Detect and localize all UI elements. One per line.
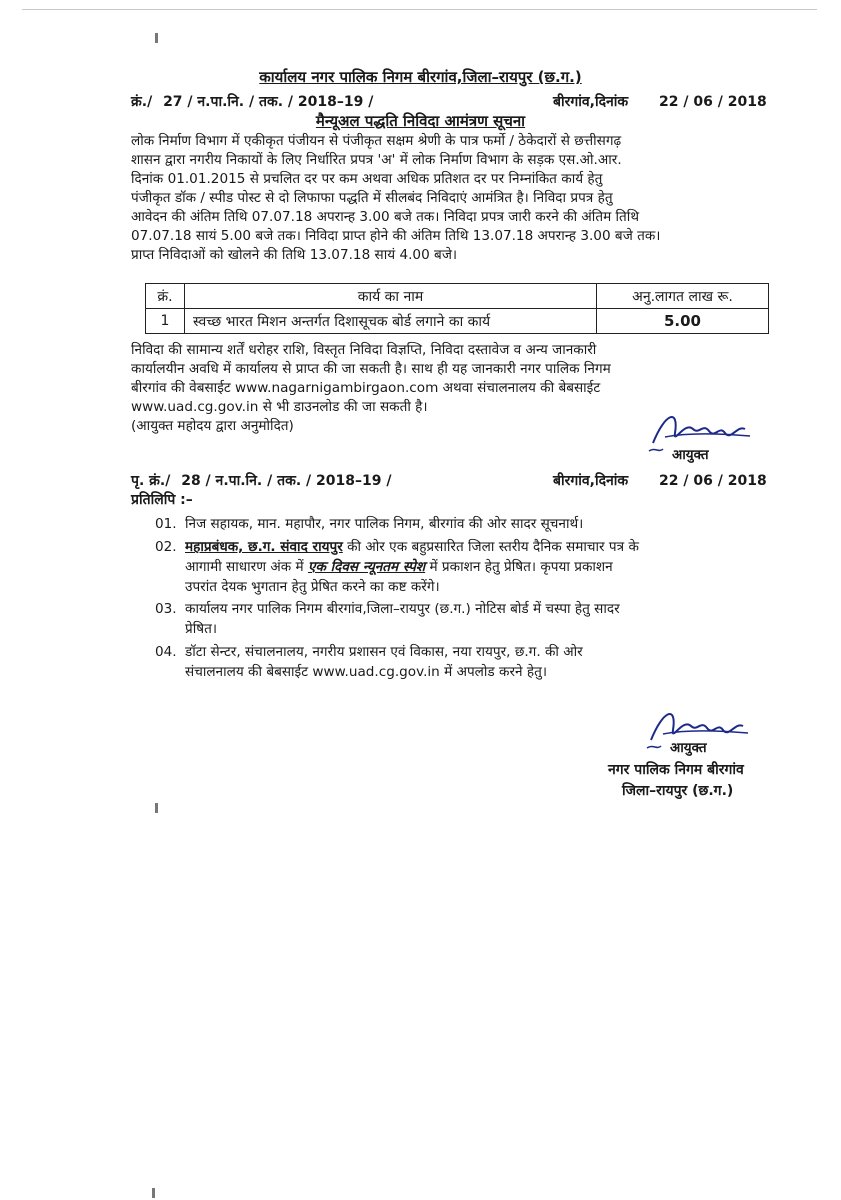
body-line: शासन द्वारा नगरीय निकायों के लिए निर्धारित प्रपत्र 'अ' में लोक निर्माण विभाग के सड़क एस.ओ.आर. xyxy=(131,152,622,168)
col-header-work-name: कार्य का नाम xyxy=(185,284,597,309)
copy-label: प्रतिलिपि :– xyxy=(131,492,193,508)
scan-edge-line xyxy=(22,9,817,10)
signatory-title: आयुक्त xyxy=(670,740,707,756)
approval-note: (आयुक्त महोदय द्वारा अनुमोदित) xyxy=(131,418,294,434)
copy-item-number: 02. xyxy=(155,539,177,555)
copy-item-text: उपरांत देयक भुगतान हेतु प्रेषित करने का कष्ट करेंगे। xyxy=(185,579,440,595)
copy-item xyxy=(155,514,787,534)
table-header-row xyxy=(146,284,769,309)
body-line: 07.07.18 सायं 5.00 बजे तक। निविदा प्राप्त होने की अंतिम तिथि 13.07.18 अपरान्ह 3.00 बजे तक। xyxy=(131,228,661,244)
copy-item xyxy=(155,537,787,597)
copy-item-text: की ओर एक बहुप्रसारित जिला स्तरीय दैनिक समाचार पत्र के xyxy=(342,539,639,555)
copy-date: 22 / 06 / 2018 xyxy=(659,473,767,489)
body-line: पंजीकृत डॉक / स्पीड पोस्ट से दो लिफाफा पद्धति में सीलबंद निविदाएं आमंत्रित है। निविदा प्रपत्र हेतु xyxy=(131,190,613,206)
copy-item-number: 01. xyxy=(155,516,177,532)
body-line: लोक निर्माण विभाग में एकीकृत पंजीयन से पंजीकृत सक्षम श्रेणी के पात्र फर्मो / ठेकेदारों से छत्तीसगढ़ xyxy=(131,133,622,149)
cell-sn: 1 xyxy=(146,309,185,334)
copy-item-text: डॉटा सेन्टर, संचालनालय, नगरीय प्रशासन एवं विकास, नया रायपुर, छ.ग. की ओर xyxy=(185,644,583,660)
cell-work-name: स्वच्छ भारत मिशन अन्तर्गत दिशासूचक बोर्ड लगाने का कार्य xyxy=(185,309,597,334)
recipient-name: महाप्रबंधक, छ.ग. संवाद रायपुर xyxy=(185,539,343,555)
table-row xyxy=(146,309,769,334)
reference-line xyxy=(131,92,373,111)
copy-item xyxy=(155,642,787,682)
copy-item-text: संचालनालय की बेबसाईट www.uad.cg.gov.in में अपलोड करने हेतु। xyxy=(185,664,547,680)
place-date xyxy=(553,92,767,111)
scan-speck xyxy=(155,33,158,43)
copy-ref-label: पृ. क्रं./ xyxy=(131,473,171,489)
copy-place-date xyxy=(553,471,767,490)
issue-date: 22 / 06 / 2018 xyxy=(659,94,767,110)
body-line: प्राप्त निविदाओं को खोलने की तिथि 13.07.18 सायं 4.00 बजे। xyxy=(131,247,458,263)
copy-item xyxy=(155,599,787,639)
scan-speck xyxy=(155,803,158,813)
ref-label: क्रं./ xyxy=(131,94,153,110)
copy-item-text: में प्रकाशन हेतु प्रेषित। कृपया प्रकाशन xyxy=(425,559,613,575)
conditions-line: कार्यालयीन अवधि में कार्यालय से प्राप्त की जा सकती है। साथ ही यह जानकारी नगर पालिक निगम xyxy=(131,361,611,377)
copy-item-number: 03. xyxy=(155,601,177,617)
body-line: दिनांक 01.01.2015 से प्रचलित दर पर कम अथवा अधिक प्रतिशत दर पर निम्नांकित कार्य हेतु xyxy=(131,171,603,187)
conditions-line: बीरगांव की वेबसाईट www.nagarnigambirgaon.com अथवा संचालनालय की बेबसाईट xyxy=(131,380,601,396)
copy-item-text: प्रेषित। xyxy=(185,621,218,637)
cell-cost: 5.00 xyxy=(597,309,769,334)
copy-item-text: निज सहायक, मान. महापौर, नगर पालिक निगम, बीरगांव की ओर सादर सूचनार्थ। xyxy=(185,516,584,532)
signatory-district: जिला–रायपुर (छ.ग.) xyxy=(622,783,734,799)
copy-item-number: 04. xyxy=(155,644,177,660)
copy-item-text: आगामी साधारण अंक में xyxy=(185,559,308,575)
office-title: कार्यालय नगर पालिक निगम बीरगांव,जिला–रायपुर (छ.ग.) xyxy=(259,68,582,86)
emphasis-text: एक दिवस न्यूनतम स्पेश xyxy=(307,559,426,575)
place-date-label: बीरगांव,दिनांक xyxy=(553,94,629,110)
signatory-office: नगर पालिक निगम बीरगांव xyxy=(608,762,744,778)
copy-ref-number: 28 / न.पा.नि. / तक. / 2018–19 / xyxy=(181,473,392,489)
conditions-line: www.uad.cg.gov.in से भी डाउनलोड की जा सकती है। xyxy=(131,399,428,415)
col-header-sn: क्रं. xyxy=(146,284,185,309)
col-header-cost: अनु.लागत लाख रू. xyxy=(597,284,769,309)
copy-reference-line xyxy=(131,471,391,490)
ref-number: 27 / न.पा.नि. / तक. / 2018–19 / xyxy=(163,94,374,110)
notice-body xyxy=(131,132,787,265)
conditions-line: निविदा की सामान्य शर्तें धरोहर राशि, विस्तृत निविदा विज्ञप्ति, निविदा दस्तावेज व अन्य जानकारी xyxy=(131,342,597,358)
scan-speck xyxy=(152,1188,155,1198)
body-line: आवेदन की अंतिम तिथि 07.07.18 अपरान्ह 3.00 बजे तक। निविदा प्रपत्र जारी करने की अंतिम तिथि xyxy=(131,209,640,225)
copy-place-date-label: बीरगांव,दिनांक xyxy=(553,473,629,489)
signatory-title: आयुक्त xyxy=(672,447,709,463)
notice-title: मैन्यूअल पद्धति निविदा आमंत्रण सूचना xyxy=(315,112,526,130)
copy-item-text: कार्यालय नगर पालिक निगम बीरगांव,जिला–रायपुर (छ.ग.) नोटिस बोर्ड में चस्पा हेतु सादर xyxy=(185,601,620,617)
work-table xyxy=(145,283,769,334)
